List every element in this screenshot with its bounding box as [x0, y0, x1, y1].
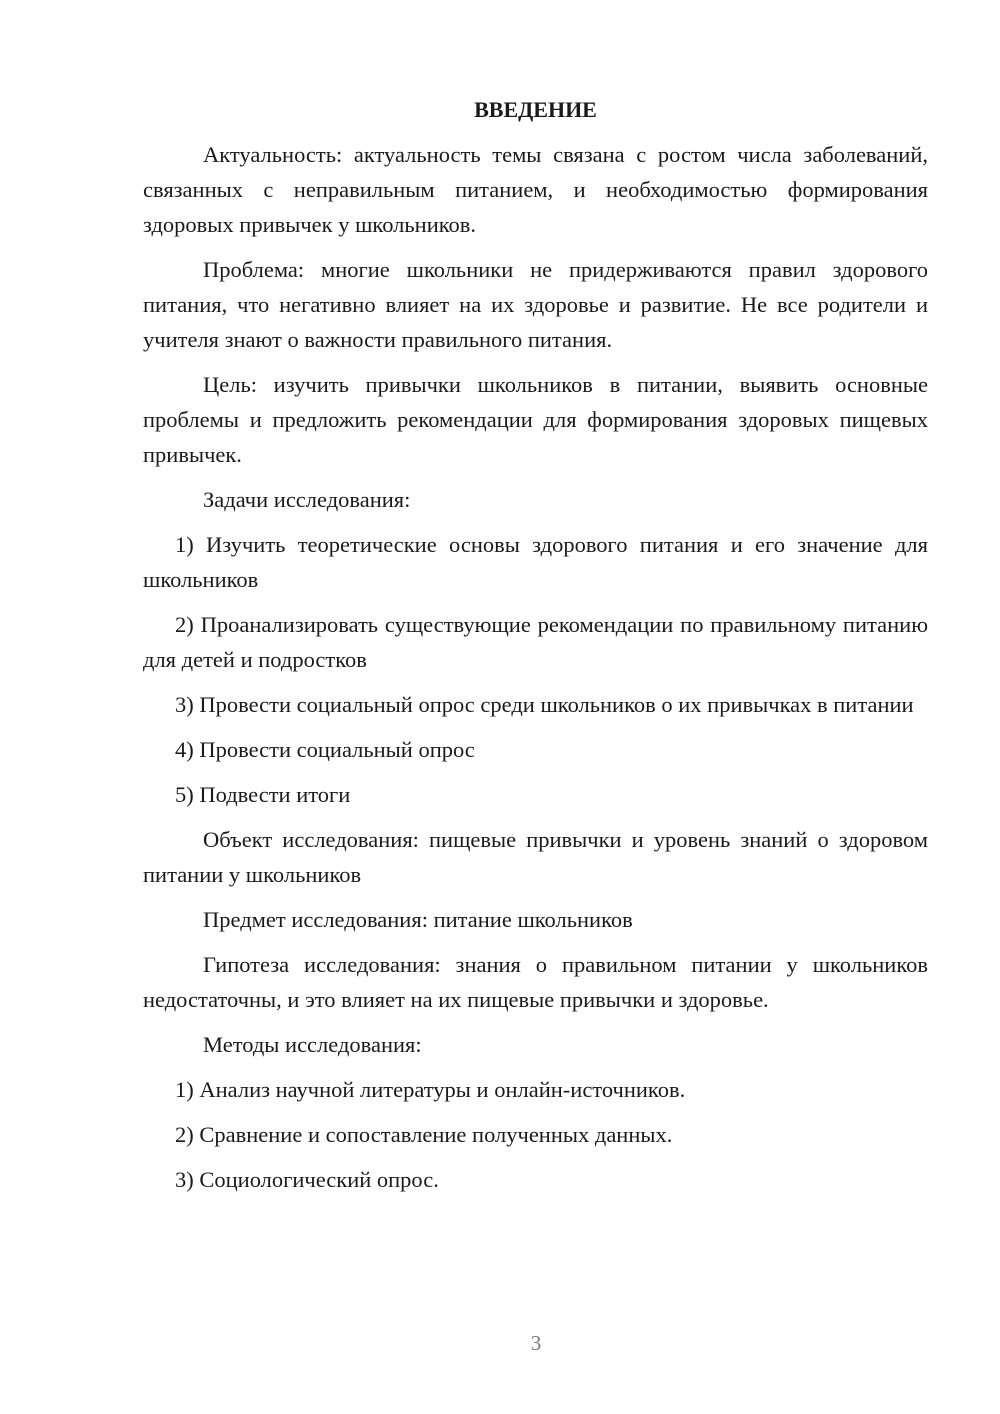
problem-paragraph: Проблема: многие школьники не придерживаются правил здорового питания, что негативно влияет на их здоровье и развитие. Не все родители и учителя знают о важности правильного питания. [143, 257, 928, 352]
page-content [143, 92, 928, 1207]
methods-heading: Методы исследования: [203, 1032, 422, 1057]
hypothesis-paragraph: Гипотеза исследования: знания о правильном питании у школьников недостаточны, и это влияет на их пищевые привычки и здоровье. [143, 952, 928, 1012]
goal-paragraph: Цель: изучить привычки школьников в питании, выявить основные проблемы и предложить рекомендации для формирования здоровых пищевых привычек. [143, 372, 928, 467]
method-item: 3) Социологический опрос. [175, 1167, 439, 1192]
task-item: 3) Провести социальный опрос среди школьников о их привычках в питании [175, 692, 914, 717]
tasks-heading: Задачи исследования: [203, 487, 411, 512]
task-item: 4) Провести социальный опрос [175, 737, 475, 762]
page-number: 3 [530, 1331, 542, 1355]
task-item: 5) Подвести итоги [175, 782, 351, 807]
section-title: ВВЕДЕНИЕ [474, 97, 597, 122]
object-paragraph: Объект исследования: пищевые привычки и уровень знаний о здоровом питании у школьников [143, 827, 928, 887]
subject-paragraph: Предмет исследования: питание школьников [203, 907, 633, 932]
task-item: 2) Проанализировать существующие рекомендации по правильному питанию для детей и подростков [143, 612, 928, 672]
method-item: 1) Анализ научной литературы и онлайн-источников. [175, 1077, 686, 1102]
method-item: 2) Сравнение и сопоставление полученных данных. [175, 1122, 673, 1147]
relevance-paragraph: Актуальность: актуальность темы связана с ростом числа заболеваний, связанных с неправильным питанием, и необходимостью формирования здоровых привычек у школьников. [143, 142, 928, 237]
task-item: 1) Изучить теоретические основы здорового питания и его значение для школьников [143, 532, 928, 592]
